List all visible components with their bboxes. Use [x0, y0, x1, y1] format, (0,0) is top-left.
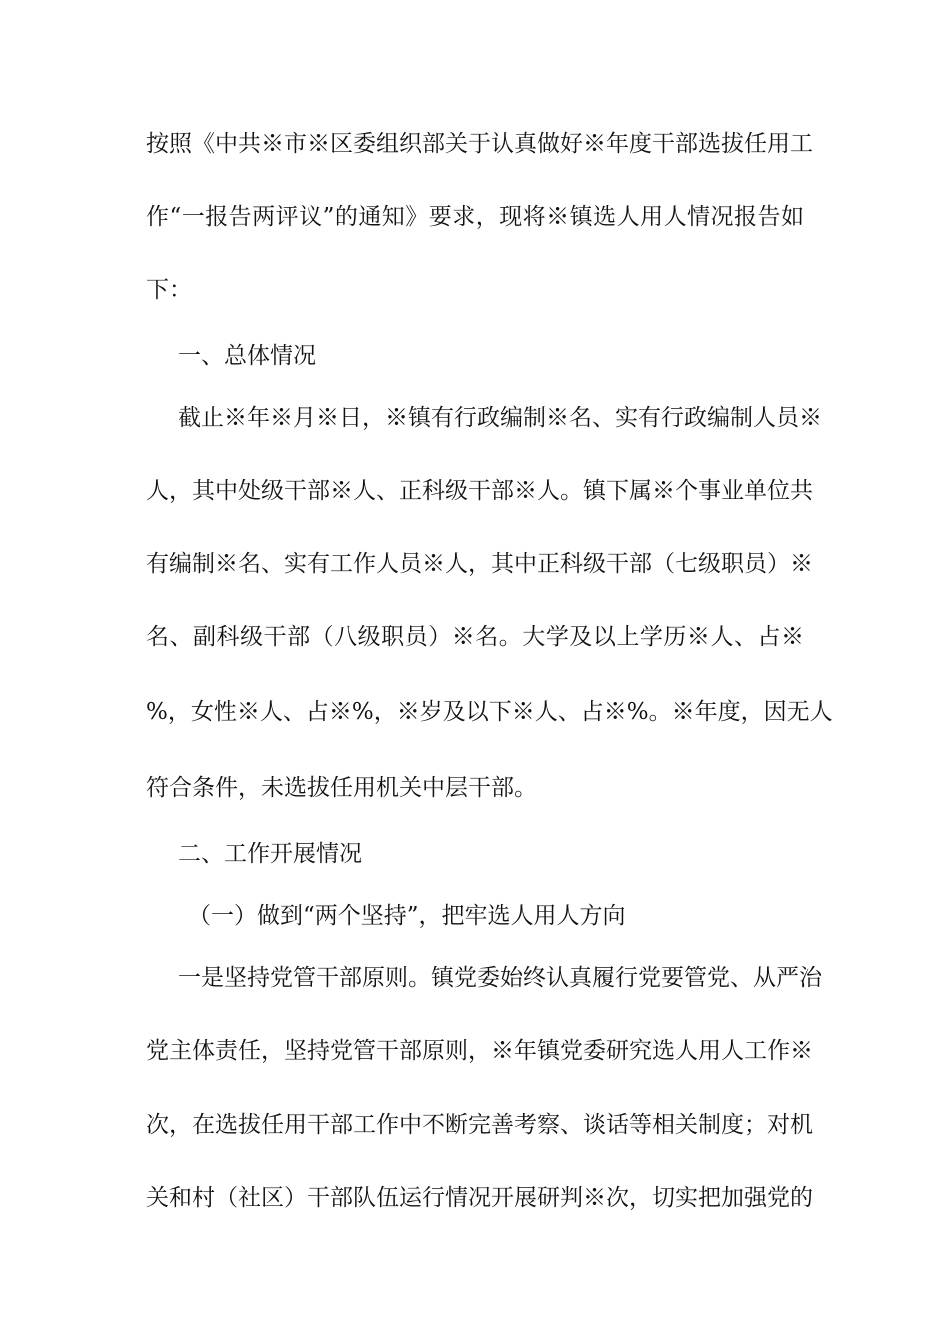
body-text-line: 有编制※名、实有工作人员※人，其中正科级干部（七级职员）※	[146, 551, 813, 577]
body-text-line: %，女性※人、占※%，※岁及以下※人、占※%。※年度，因无人	[146, 699, 833, 725]
body-text-line: 党主体责任，坚持党管干部原则，※年镇党委研究选人用人工作※	[146, 1038, 813, 1064]
body-text-line: 人，其中处级干部※人、正科级干部※人。镇下属※个事业单位共	[146, 478, 813, 504]
section-heading-overview: 一、总体情况	[178, 343, 316, 369]
body-text-line: 下：	[146, 277, 192, 303]
body-text-line: 关和村（社区）干部队伍运行情况开展研判※次，切实把加强党的	[146, 1185, 813, 1211]
body-text-line: 截止※年※月※日，※镇有行政编制※名、实有行政编制人员※	[178, 405, 822, 431]
body-text-line: 按照《中共※市※区委组织部关于认真做好※年度干部选拔任用工	[146, 131, 813, 157]
body-text-line: 符合条件，未选拔任用机关中层干部。	[146, 775, 537, 801]
subsection-heading: （一）做到“两个坚持”，把牢选人用人方向	[188, 903, 626, 929]
body-text-line: 作“一报告两评议”的通知》要求，现将※镇选人用人情况报告如	[146, 204, 804, 230]
body-text-line: 名、副科级干部（八级职员）※名。大学及以上学历※人、占※	[146, 624, 804, 650]
section-heading-work: 二、工作开展情况	[178, 841, 362, 867]
body-text-line: 一是坚持党管干部原则。镇党委始终认真履行党要管党、从严治	[178, 965, 822, 991]
body-text-line: 次，在选拔任用干部工作中不断完善考察、谈话等相关制度；对机	[146, 1112, 813, 1138]
